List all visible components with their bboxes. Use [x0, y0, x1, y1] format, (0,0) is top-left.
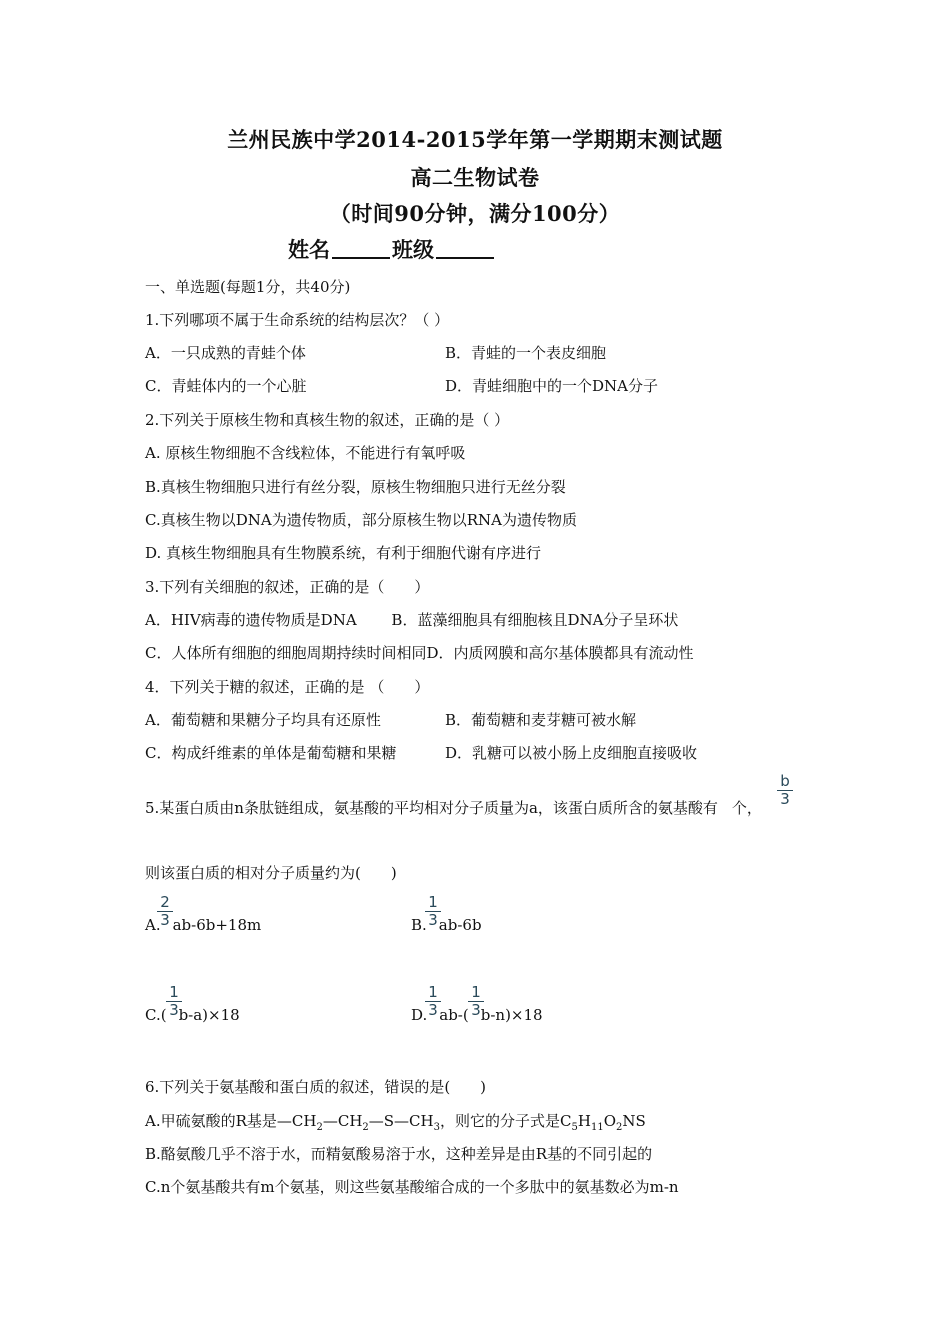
text-segment: NS	[622, 1112, 646, 1130]
q5-d-fraction-2	[468, 983, 484, 1018]
name-blank[interactable]	[332, 239, 390, 259]
q5-a-fraction	[157, 893, 173, 928]
q2-stem: 2.下列关于原核生物和真核生物的叙述，正确的是（ ）	[145, 411, 510, 429]
text-segment: O	[603, 1112, 616, 1130]
subscript: 2	[616, 1122, 623, 1133]
text-segment: H	[577, 1112, 591, 1130]
fraction-numerator: 1	[425, 983, 441, 1002]
fraction-numerator: b	[777, 772, 793, 791]
option-label: B.	[411, 916, 427, 934]
q2-option-d: D. 真核生物细胞具有生物膜系统，有利于细胞代谢有序进行	[145, 544, 542, 562]
q6-option-c: C.n个氨基酸共有m个氨基，则这些氨基酸缩合成的一个多肽中的氨基数必为m-n	[145, 1178, 679, 1196]
q2-option-a: A. 原核生物细胞不含线粒体，不能进行有氧呼吸	[145, 444, 466, 462]
text-segment: ，则它的分子式是C	[440, 1112, 572, 1130]
q5-option-c	[145, 1006, 240, 1024]
option-label: D.	[411, 1006, 428, 1024]
subscript: 3	[433, 1122, 440, 1133]
q1-stem: 1.下列哪项不属于生命系统的结构层次？（ ）	[145, 311, 450, 329]
q6-option-a	[145, 1110, 646, 1133]
name-class-line	[288, 234, 496, 264]
q2-option-c: C.真核生物以DNA为遗传物质，部分原核生物以RNA为遗传物质	[145, 511, 577, 529]
q4-option-d: D．乳糖可以被小肠上皮细胞直接吸收	[445, 744, 698, 762]
q5-stem-text: 5.某蛋白质由n条肽链组成，氨基酸的平均相对分子质量为a，该蛋白质所含的氨基酸有	[145, 799, 718, 817]
fraction-numerator: 2	[157, 893, 173, 912]
time-note: （时间90分钟，满分100分）	[329, 201, 621, 226]
q6-stem: 6.下列关于氨基酸和蛋白质的叙述，错误的是( )	[145, 1078, 487, 1096]
q1-option-c: C．青蛙体内的一个心脏	[145, 377, 307, 395]
q1-option-b: B．青蛙的一个表皮细胞	[445, 344, 607, 362]
q1-option-a: A．一只成熟的青蛙个体	[145, 344, 306, 362]
q6-option-b: B.酪氨酸几乎不溶于水，而精氨酸易溶于水，这种差异是由R基的不同引起的	[145, 1145, 653, 1163]
q5-c-fraction	[166, 983, 182, 1018]
name-label: 姓名	[288, 237, 330, 262]
option-text: ab-(	[439, 1006, 469, 1024]
q3-options-cd: C．人体所有细胞的细胞周期持续时间相同D．内质网膜和高尔基体膜都具有流动性	[145, 644, 694, 662]
fraction-denominator: 3	[471, 1001, 481, 1019]
fraction-numerator: 1	[425, 893, 441, 912]
text-segment: —S—CH	[368, 1112, 434, 1130]
q5-stem-continued: 则该蛋白质的相对分子质量约为( )	[145, 864, 397, 882]
class-blank[interactable]	[436, 239, 494, 259]
fraction-denominator: 3	[169, 1001, 179, 1019]
exam-subtitle: 高二生物试卷	[410, 165, 540, 190]
fraction-denominator: 3	[160, 911, 170, 929]
fraction-denominator: 3	[428, 911, 438, 929]
q5-stem	[145, 797, 762, 818]
q4-option-c: C．构成纤维素的单体是葡萄糖和果糖	[145, 744, 397, 762]
q4-option-a: A．葡萄糖和果糖分子均具有还原性	[145, 711, 381, 729]
q2-option-b: B.真核生物细胞只进行有丝分裂，原核生物细胞只进行无丝分裂	[145, 478, 566, 496]
subscript: 2	[316, 1122, 323, 1133]
subscript: 11	[590, 1122, 604, 1133]
class-label: 班级	[392, 237, 434, 262]
option-label: A.	[145, 916, 161, 934]
subscript: 2	[362, 1122, 369, 1133]
q3-stem: 3.下列有关细胞的叙述，正确的是（ ）	[145, 578, 430, 596]
fraction-denominator: 3	[780, 790, 790, 808]
option-text: ab-6b	[438, 916, 482, 934]
q5-stem-fraction	[777, 772, 793, 807]
q3-options-ab: A．HIV病毒的遗传物质是DNA B．蓝藻细胞具有细胞核且DNA分子呈环状	[145, 611, 679, 629]
option-text: ab-6b+18m	[172, 916, 262, 934]
q4-option-b: B．葡萄糖和麦芽糖可被水解	[445, 711, 637, 729]
subscript: 5	[571, 1122, 578, 1133]
option-label: C.(	[145, 1006, 167, 1024]
text-segment: —CH	[322, 1112, 363, 1130]
q5-d-fraction-1	[425, 983, 441, 1018]
fraction-numerator: 1	[468, 983, 484, 1002]
fraction-denominator: 3	[428, 1001, 438, 1019]
section-heading: 一、单选题(每题1分，共40分)	[145, 278, 351, 296]
option-text: b-n)×18	[480, 1006, 543, 1024]
exam-title: 兰州民族中学2014-2015学年第一学期期末测试题	[227, 127, 723, 152]
q4-stem: 4．下列关于糖的叙述，正确的是 （ ）	[145, 678, 430, 696]
q5-b-fraction	[425, 893, 441, 928]
q5-option-b	[411, 916, 482, 934]
text-segment: A.甲硫氨酸的R基是—CH	[145, 1112, 317, 1130]
q5-stem-end: 个，	[731, 799, 762, 817]
option-text: b-a)×18	[178, 1006, 240, 1024]
q1-option-d: D．青蛙细胞中的一个DNA分子	[445, 377, 659, 395]
fraction-numerator: 1	[166, 983, 182, 1002]
